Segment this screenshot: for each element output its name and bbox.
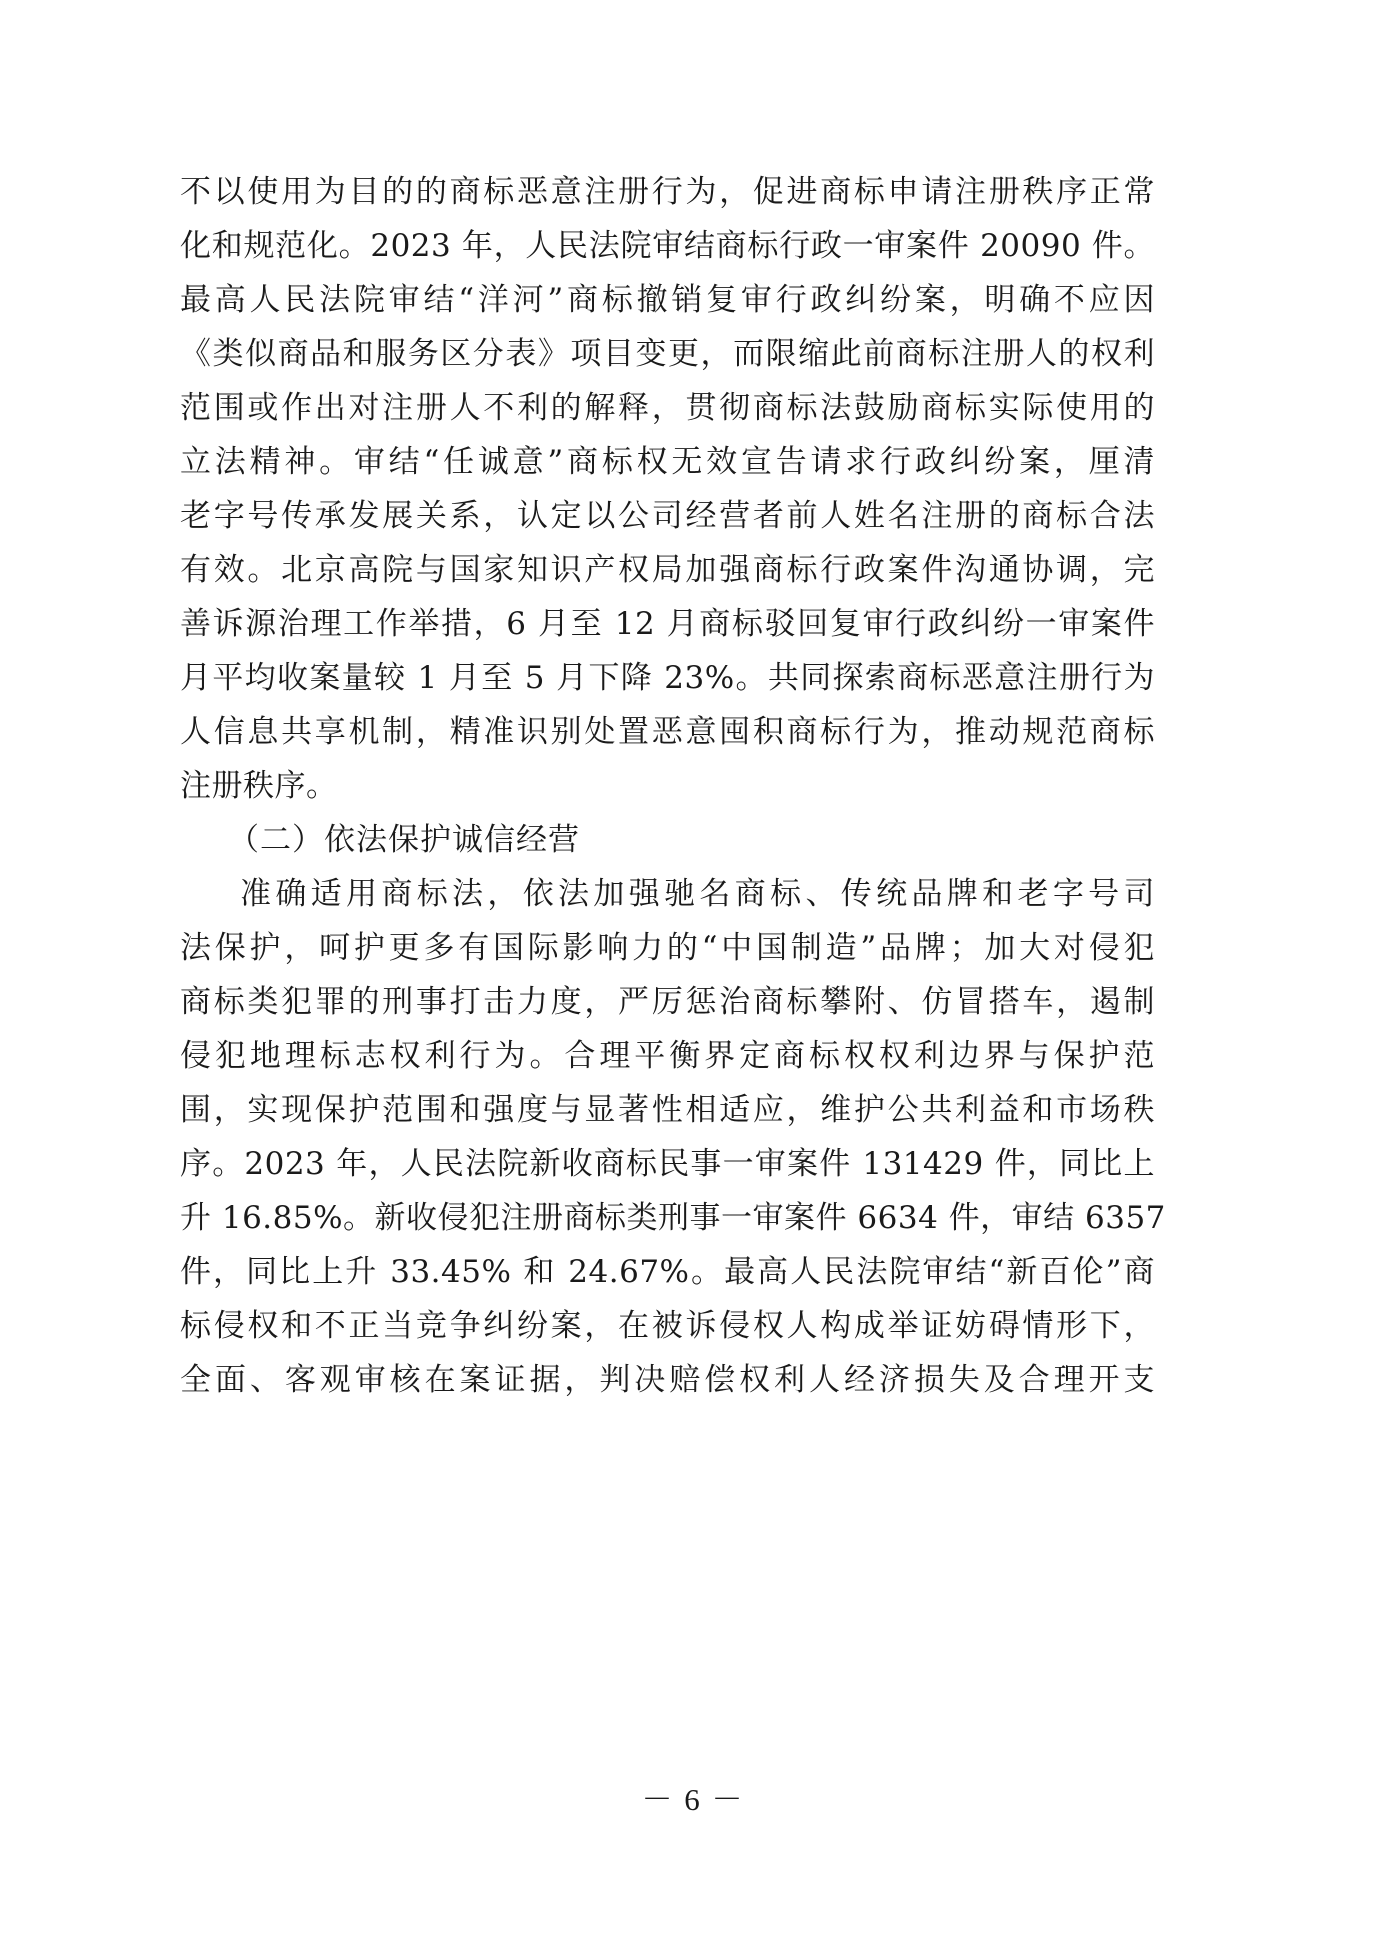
paragraph-2-line-10: 全面、客观审核在案证据，判决赔偿权利人经济损失及合理开支 (180, 1362, 1155, 1398)
paragraph-2-line-4: 侵犯地理标志权利行为。合理平衡界定商标权权利边界与保护范 (180, 1038, 1155, 1074)
page-number: － 6 － (641, 1782, 745, 1817)
paragraph-2-line-1: 准确适用商标法，依法加强驰名商标、传统品牌和老字号司 (240, 876, 1155, 912)
paragraph-1-line-3: 最高人民法院审结“洋河”商标撤销复审行政纠纷案，明确不应因 (180, 282, 1155, 318)
paragraph-1-line-6: 立法精神。审结“任诚意”商标权无效宣告请求行政纠纷案，厘清 (180, 444, 1155, 480)
paragraph-1-line-9: 善诉源治理工作举措，6 月至 12 月商标驳回复审行政纠纷一审案件 (180, 606, 1155, 642)
paragraph-2-line-2: 法保护，呵护更多有国际影响力的“中国制造”品牌；加大对侵犯 (180, 930, 1155, 966)
paragraph-1-line-11: 人信息共享机制，精准识别处置恶意囤积商标行为，推动规范商标 (180, 714, 1155, 750)
paragraph-2-line-3: 商标类犯罪的刑事打击力度，严厉惩治商标攀附、仿冒搭车，遏制 (180, 984, 1155, 1020)
paragraph-1-line-5: 范围或作出对注册人不利的解释，贯彻商标法鼓励商标实际使用的 (180, 390, 1155, 426)
section-heading: （二）依法保护诚信经营 (228, 822, 580, 858)
paragraph-2-line-5: 围，实现保护范围和强度与显著性相适应，维护公共利益和市场秩 (180, 1092, 1155, 1128)
paragraph-1-line-12: 注册秩序。 (180, 768, 338, 804)
paragraph-1-line-2: 化和规范化。2023 年，人民法院审结商标行政一审案件 20090 件。 (180, 228, 1155, 264)
paragraph-2-line-8: 件，同比上升 33.45% 和 24.67%。最高人民法院审结“新百伦”商 (180, 1254, 1155, 1290)
paragraph-2-line-6: 序。2023 年，人民法院新收商标民事一审案件 131429 件，同比上 (180, 1146, 1155, 1182)
paragraph-1-line-4: 《类似商品和服务区分表》项目变更，而限缩此前商标注册人的权利 (180, 336, 1155, 372)
paragraph-2-line-7: 升 16.85%。新收侵犯注册商标类刑事一审案件 6634 件，审结 6357 (180, 1200, 1166, 1236)
paragraph-1-line-7: 老字号传承发展关系，认定以公司经营者前人姓名注册的商标合法 (180, 498, 1155, 534)
paragraph-1-line-8: 有效。北京高院与国家知识产权局加强商标行政案件沟通协调，完 (180, 552, 1155, 588)
paragraph-1-line-1: 不以使用为目的的商标恶意注册行为，促进商标申请注册秩序正常 (180, 174, 1155, 210)
paragraph-2-line-9: 标侵权和不正当竞争纠纷案，在被诉侵权人构成举证妨碍情形下， (180, 1308, 1155, 1344)
paragraph-1-line-10: 月平均收案量较 1 月至 5 月下降 23%。共同探索商标恶意注册行为 (180, 660, 1155, 696)
